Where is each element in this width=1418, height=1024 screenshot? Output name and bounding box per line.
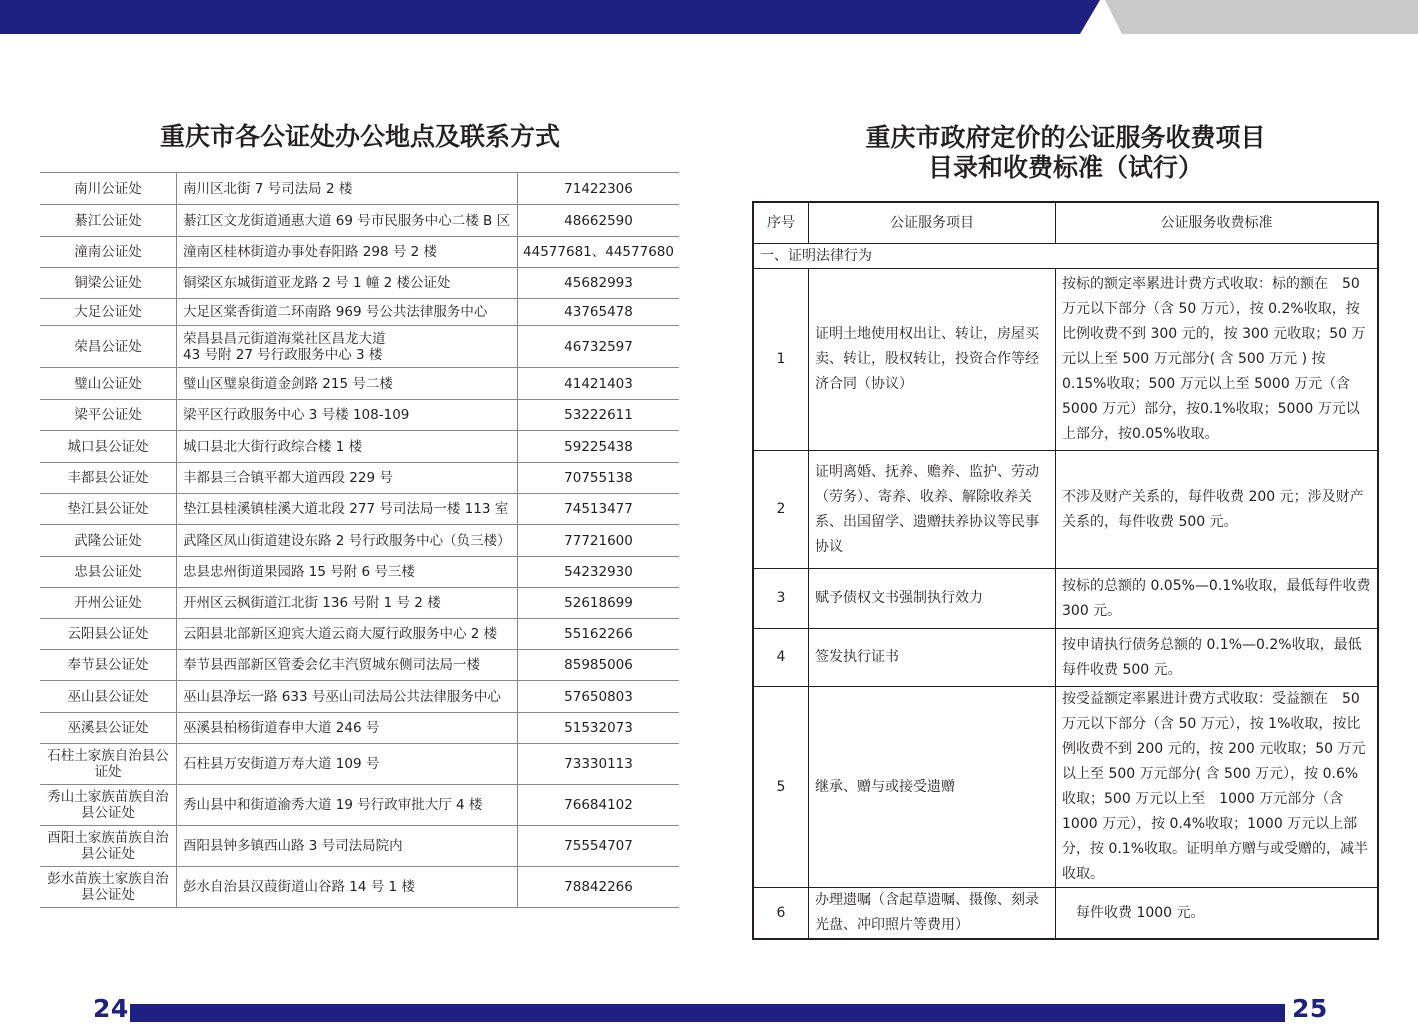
fee-row	[753, 687, 1378, 888]
office-row	[40, 525, 679, 557]
fee-standard: 按标的额定率累进计费方式收取：标的额在 50万元以下部分（含 50 万元），按 0.2%收取，按比例收费不到 300 元的，按 300 元收取；50 万元以上至 500 万元部分( 含 500 万元 ) 按 0.15%收取；500 万元以上至 5000 万元（含 5000 万元）部分，按0.1%收取；5000 万元以上部分，按0.05%收取。	[1056, 269, 1379, 451]
office-address: 武隆区凤山街道建设东路 2 号行政服务中心（负三楼）	[177, 525, 518, 557]
office-name: 武隆公证处	[40, 525, 177, 557]
section-row	[753, 244, 1378, 269]
office-name: 铜梁公证处	[40, 268, 177, 299]
office-name: 綦江公证处	[40, 205, 177, 237]
fee-seq: 6	[753, 888, 809, 940]
office-row	[40, 326, 679, 368]
office-phone: 45682993	[518, 268, 680, 299]
office-row	[40, 268, 679, 299]
fee-item: 签发执行证书	[809, 629, 1056, 687]
office-row	[40, 744, 679, 785]
office-address: 忠县忠州街道果园路 15 号附 6 号三楼	[177, 557, 518, 588]
fee-item: 赋予债权文书强制执行效力	[809, 569, 1056, 629]
header-item: 公证服务项目	[809, 202, 1056, 244]
left-page-title: 重庆市各公证处办公地点及联系方式	[159, 122, 560, 151]
office-row	[40, 713, 679, 744]
office-row	[40, 368, 679, 400]
office-name: 垫江县公证处	[40, 494, 177, 525]
office-phone: 55162266	[518, 619, 680, 650]
office-row	[40, 681, 679, 713]
office-phone: 52618699	[518, 588, 680, 619]
office-phone: 41421403	[518, 368, 680, 400]
office-address: 梁平区行政服务中心 3 号楼 108-109	[177, 400, 518, 431]
office-phone: 59225438	[518, 431, 680, 463]
office-address: 彭水自治县汉葭街道山谷路 14 号 1 楼	[177, 867, 518, 908]
header-seq: 序号	[753, 202, 809, 244]
office-phone: 54232930	[518, 557, 680, 588]
office-phone: 85985006	[518, 650, 680, 681]
office-phone: 76684102	[518, 785, 680, 826]
office-address: 城口县北大街行政综合楼 1 楼	[177, 431, 518, 463]
fee-table-header	[753, 202, 1378, 244]
fee-standard: 每件收费 1000 元。	[1056, 888, 1379, 940]
office-phone: 51532073	[518, 713, 680, 744]
office-address: 潼南区桂林街道办事处春阳路 298 号 2 楼	[177, 237, 518, 268]
right-page-title	[752, 123, 1379, 183]
office-name: 奉节县公证处	[40, 650, 177, 681]
fee-seq: 5	[753, 687, 809, 888]
office-row	[40, 494, 679, 525]
fee-standard: 不涉及财产关系的，每件收费 200 元；涉及财产关系的，每件收费 500 元。	[1056, 451, 1379, 569]
fee-item: 证明离婚、抚养、赡养、监护、劳动（劳务）、寄养、收养、解除收养关系、出国留学、遗赠扶养协议等民事协议	[809, 451, 1056, 569]
fee-item: 办理遗嘱（含起草遗嘱、摄像、刻录光盘、冲印照片等费用）	[809, 888, 1056, 940]
office-phone: 73330113	[518, 744, 680, 785]
office-address: 綦江区文龙街道通惠大道 69 号市民服务中心二楼 B 区	[177, 205, 518, 237]
office-address: 荣昌县昌元街道海棠社区昌龙大道 43 号附 27 号行政服务中心 3 楼	[177, 326, 518, 368]
office-address: 开州区云枫街道江北街 136 号附 1 号 2 楼	[177, 588, 518, 619]
fee-row	[753, 888, 1378, 940]
office-address: 云阳县北部新区迎宾大道云商大厦行政服务中心 2 楼	[177, 619, 518, 650]
office-row	[40, 463, 679, 494]
office-row	[40, 173, 679, 205]
office-name: 荣昌公证处	[40, 326, 177, 368]
office-address: 奉节县西部新区管委会亿丰汽贸城东侧司法局一楼	[177, 650, 518, 681]
office-row	[40, 299, 679, 326]
header-banner	[0, 0, 1418, 34]
fee-row	[753, 269, 1378, 451]
office-row	[40, 867, 679, 908]
office-phone: 74513477	[518, 494, 680, 525]
fee-standard: 按标的总额的 0.05%—0.1%收取，最低每件收费 300 元。	[1056, 569, 1379, 629]
office-phone: 46732597	[518, 326, 680, 368]
office-name: 巫溪县公证处	[40, 713, 177, 744]
office-address: 南川区北街 7 号司法局 2 楼	[177, 173, 518, 205]
office-name: 秀山土家族苗族自治 县公证处	[40, 785, 177, 826]
office-row	[40, 205, 679, 237]
office-name: 开州公证处	[40, 588, 177, 619]
fee-seq: 2	[753, 451, 809, 569]
section-label: 一、证明法律行为	[753, 244, 1378, 269]
fee-item: 继承、赠与或接受遗赠	[809, 687, 1056, 888]
page-number-left: 24	[93, 994, 129, 1023]
office-phone: 77721600	[518, 525, 680, 557]
office-phone: 53222611	[518, 400, 680, 431]
office-name: 石柱土家族自治县公 证处	[40, 744, 177, 785]
fee-seq: 4	[753, 629, 809, 687]
office-row	[40, 557, 679, 588]
office-contact-table	[40, 172, 679, 908]
office-name: 璧山公证处	[40, 368, 177, 400]
office-phone: 75554707	[518, 826, 680, 867]
fee-standard: 按申请执行债务总额的 0.1%—0.2%收取，最低每件收费 500 元。	[1056, 629, 1379, 687]
office-address: 璧山区璧泉街道金剑路 215 号二楼	[177, 368, 518, 400]
office-row	[40, 826, 679, 867]
office-address: 丰都县三合镇平都大道西段 229 号	[177, 463, 518, 494]
office-row	[40, 650, 679, 681]
right-title-line2: 目录和收费标准（试行）	[927, 153, 1203, 182]
office-row	[40, 400, 679, 431]
office-row	[40, 237, 679, 268]
office-phone: 48662590	[518, 205, 680, 237]
office-phone: 70755138	[518, 463, 680, 494]
page-number-right: 25	[1292, 994, 1328, 1023]
office-row	[40, 431, 679, 463]
office-name: 云阳县公证处	[40, 619, 177, 650]
fee-item: 证明土地使用权出让、转让，房屋买卖、转让，股权转让，投资合作等经济合同（协议）	[809, 269, 1056, 451]
office-row	[40, 619, 679, 650]
office-name: 城口县公证处	[40, 431, 177, 463]
office-address: 酉阳县钟多镇西山路 3 号司法局院内	[177, 826, 518, 867]
office-address: 秀山县中和街道渝秀大道 19 号行政审批大厅 4 楼	[177, 785, 518, 826]
office-name: 酉阳土家族苗族自治 县公证处	[40, 826, 177, 867]
office-phone: 43765478	[518, 299, 680, 326]
office-address: 石柱县万安街道万寿大道 109 号	[177, 744, 518, 785]
office-name: 彭水苗族土家族自治 县公证处	[40, 867, 177, 908]
office-name: 大足公证处	[40, 299, 177, 326]
office-address: 巫溪县柏杨街道春申大道 246 号	[177, 713, 518, 744]
footer-bar	[130, 1004, 1285, 1022]
office-phone: 57650803	[518, 681, 680, 713]
fee-seq: 1	[753, 269, 809, 451]
office-name: 巫山县公证处	[40, 681, 177, 713]
fee-standard-table	[752, 201, 1379, 940]
office-phone: 71422306	[518, 173, 680, 205]
office-name: 潼南公证处	[40, 237, 177, 268]
fee-row	[753, 569, 1378, 629]
office-name: 忠县公证处	[40, 557, 177, 588]
office-name: 梁平公证处	[40, 400, 177, 431]
office-row	[40, 588, 679, 619]
office-name: 南川公证处	[40, 173, 177, 205]
office-name: 丰都县公证处	[40, 463, 177, 494]
header-standard: 公证服务收费标准	[1056, 202, 1379, 244]
fee-row	[753, 629, 1378, 687]
right-title-line1: 重庆市政府定价的公证服务收费项目	[865, 123, 1266, 152]
office-row	[40, 785, 679, 826]
fee-row	[753, 451, 1378, 569]
office-phone: 44577681、44577680	[518, 237, 680, 268]
fee-seq: 3	[753, 569, 809, 629]
fee-standard: 按受益额定率累进计费方式收取：受益额在 50万元以下部分（含 50 万元），按 1%收取，按比例收费不到 200 元的，按 200 元收取；50 万元以上至 500 万元部分( 含 500 万元），按 0.6%收取；500 万元以上至 1000 万元部分（含 1000 万元），按 0.4%收取；1000 万元以上部分，按 0.1%收取。证明单方赠与或受赠的，减半收取。	[1056, 687, 1379, 888]
office-address: 铜梁区东城街道亚龙路 2 号 1 幢 2 楼公证处	[177, 268, 518, 299]
office-address: 垫江县桂溪镇桂溪大道北段 277 号司法局一楼 113 室	[177, 494, 518, 525]
office-address: 大足区棠香街道二环南路 969 号公共法律服务中心	[177, 299, 518, 326]
office-phone: 78842266	[518, 867, 680, 908]
office-address: 巫山县净坛一路 633 号巫山司法局公共法律服务中心	[177, 681, 518, 713]
